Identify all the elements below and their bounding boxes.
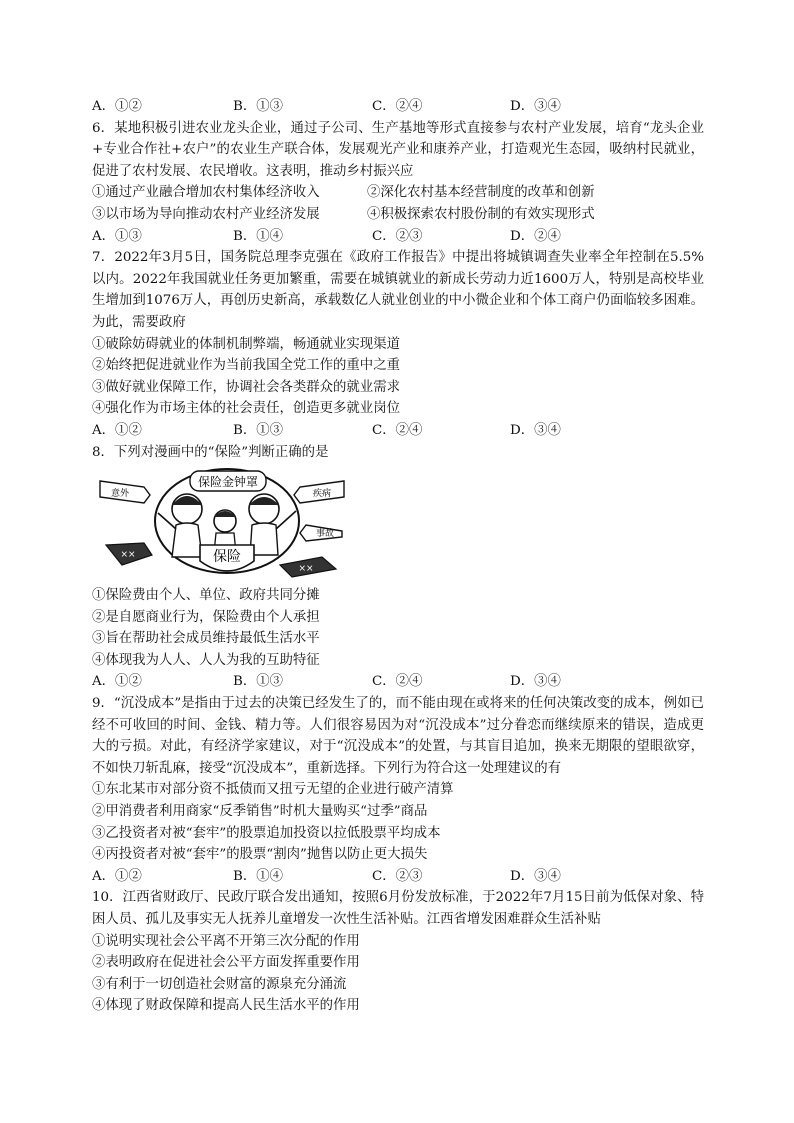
q5-options — [92, 96, 704, 118]
exam-page — [92, 96, 704, 1017]
insurance-cartoon — [92, 465, 352, 583]
q10-stem: 10．江西省财政厅、民政厅联合发出通知，按照6月份发放标准，于2022年7月15日前为低保对象、特困人员、孤儿及事实无人抚养儿童增发一次性生活补贴。江西省增发困难群众生活补贴 — [92, 890, 704, 927]
q5-option-a: A．①② — [92, 99, 142, 114]
crash-mark-right: ×× — [298, 564, 314, 575]
q8-option-c: C．②④ — [372, 674, 423, 690]
q7-option-a: A．①② — [92, 422, 142, 438]
q9-stem: 9．“沉没成本”是指由于过去的决策已经发生了的，而不能由现在或将来的任何决策改变的成本，例如已经不可收回的时间、金钱、精力等。人们很容易因为对“沉没成本”过分眷恋而继续原来的错误，造成更大的亏损。对此，有经济学家建议，对于“沉没成本”的处置，与其盲目追加，换来无期限的望眼欲穿，不如快刀斩乱麻，接受“沉没成本”，重新选择。下列行为符合这一处理建议的有 — [92, 696, 704, 776]
q6-item-1: ①通过产业融合增加农村集体经济收入 — [92, 185, 320, 201]
q9-option-d: D．③④ — [510, 868, 561, 884]
crash-mark-left: ×× — [120, 550, 136, 561]
q9-option-b: B．①④ — [233, 868, 284, 884]
q7-option-b: B．①③ — [233, 422, 284, 438]
q8-item-2: ②是自愿商业行为，保险费由个人承担 — [92, 609, 320, 625]
q9-options — [92, 866, 704, 888]
q6-item-3: ③以市场为导向推动农村产业经济发展 — [92, 206, 320, 222]
q7-stem: 7．2022年3月5日，国务院总理李克强在《政府工作报告》中提出将城镇调查失业率全年控制在5.5%以内。2022年我国就业任务更加繁重，需要在城镇就业的新成长劳动力近1600万人，特别是高校毕业生增加到1076万人，再创历史新高，承载数亿人就业创业的中小微企业和个体工商户仍面临较多困难。为此，需要政府 — [92, 250, 704, 330]
q6-stem: 6．某地积极引进农业龙头企业，通过子公司、生产基地等形式直接参与农村产业发展，培育“龙头企业+专业合作社+农户”的农业生产联合体，发展观光产业和康养产业，打造观光生态园，吸纳村民就业，促进了农村发展、农民增收。这表明，推动乡村振兴应 — [92, 120, 704, 179]
q10-item-2: ②表明政府在促进社会公平方面发挥重要作用 — [92, 955, 360, 971]
q7-item-3: ③做好就业保障工作，协调社会各类群众的就业需求 — [92, 379, 400, 395]
q5-option-c: C．②④ — [372, 99, 423, 114]
q7-option-d: D．③④ — [510, 422, 561, 438]
q7-item-2: ②始终把促进就业作为当前我国全党工作的重中之重 — [92, 358, 400, 374]
q8-item-1: ①保险费由个人、单位、政府共同分摊 — [92, 588, 320, 604]
q9-item-2: ②甲消费者利用商家“反季销售”时机大量购买“过季”商品 — [92, 804, 428, 820]
q8-option-d: D．③④ — [510, 674, 561, 690]
q5-option-b: B．①③ — [233, 99, 284, 114]
q9-item-4: ④丙投资者对被“套牢”的股票“割肉”抛售以防止更大损失 — [92, 847, 428, 863]
banner-text: 保险金钟罩 — [197, 475, 259, 490]
q7-options — [92, 420, 704, 442]
q5-option-d: D．③④ — [510, 99, 561, 114]
q9-item-1: ①东北某市对部分资不抵债而又扭亏无望的企业进行破产清算 — [92, 782, 454, 798]
shield-text: 保险 — [213, 549, 241, 566]
q10-item-1: ①说明实现社会公平离不开第三次分配的作用 — [92, 933, 360, 949]
q6-option-b: B．①④ — [233, 228, 284, 244]
child-hair — [214, 511, 236, 517]
q9-option-c: C．②③ — [372, 868, 423, 884]
insurance-cartoon-drawing — [92, 465, 352, 583]
q6-option-a: A．①③ — [92, 228, 142, 244]
q8-options — [92, 671, 704, 693]
q8-item-4: ④体现我为人人、人人为我的互助特征 — [92, 652, 320, 668]
q7-item-4: ④强化作为市场主体的社会责任，创造更多就业岗位 — [92, 401, 400, 417]
missile-incident-label: 事故 — [315, 529, 335, 540]
q6-option-d: D．②④ — [510, 228, 561, 244]
q6-items-row1 — [92, 182, 704, 204]
q6-item-2: ②深化农村基本经营制度的改革和创新 — [367, 185, 595, 201]
q6-options — [92, 226, 704, 248]
q9-option-a: A．①② — [92, 868, 142, 884]
q10-item-4: ④体现了财政保障和提高人民生活水平的作用 — [92, 998, 360, 1014]
q7-option-c: C．②④ — [372, 422, 423, 438]
q6-items-row2 — [92, 204, 704, 226]
missile-accident-label: 意外 — [110, 489, 130, 500]
missile-disease-label: 疾病 — [312, 489, 332, 500]
q9-item-3: ③乙投资者对被“套牢”的股票追加投资以拉低股票平均成本 — [92, 825, 441, 841]
q8-option-b: B．①③ — [233, 674, 284, 690]
q6-item-4: ④积极探索农村股份制的有效实现形式 — [367, 206, 595, 222]
q8-option-a: A．①② — [92, 674, 142, 690]
q8-stem: 8．下列对漫画中的“保险”判断正确的是 — [92, 444, 329, 460]
q6-option-c: C．②③ — [372, 228, 423, 244]
q7-item-1: ①破除妨碍就业的体制机制弊端，畅通就业实现渠道 — [92, 336, 400, 352]
q8-item-3: ③旨在帮助社会成员维持最低生活水平 — [92, 631, 320, 647]
mother-body — [172, 523, 202, 557]
q10-item-3: ③有利于一切创造社会财富的源泉充分涌流 — [92, 976, 347, 992]
